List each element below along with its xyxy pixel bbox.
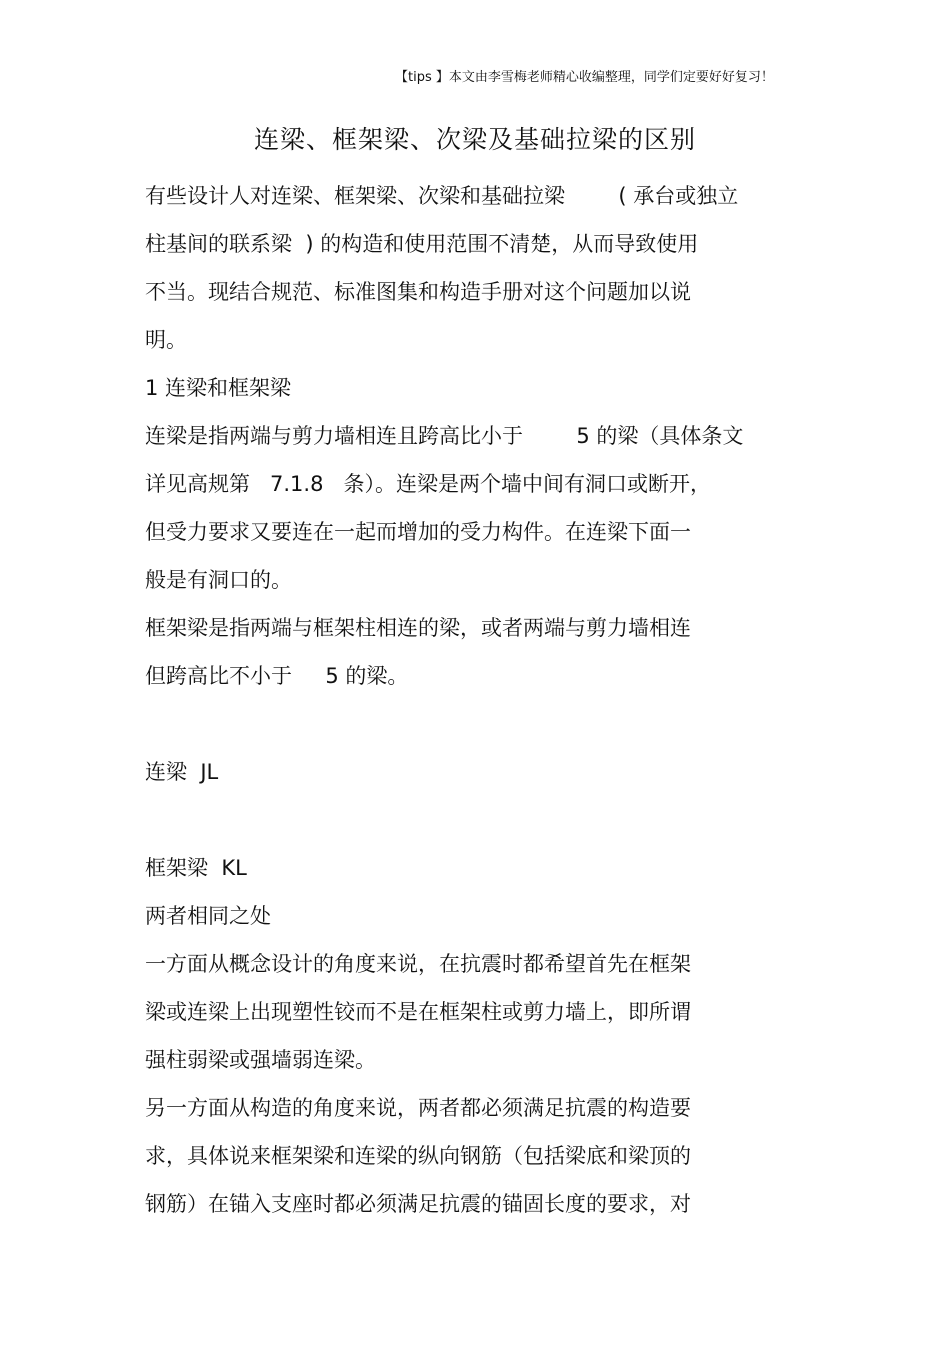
- body-line-4: 明。: [145, 328, 187, 352]
- body-line-19: 求，具体说来框架梁和连梁的纵向钢筋（包括梁底和梁顶的: [145, 1144, 691, 1168]
- body-line-15: 一方面从概念设计的角度来说，在抗震时都希望首先在框架: [145, 952, 691, 976]
- body-line-7: 详见高规第 7.1.8 条）。连梁是两个墙中间有洞口或断开，: [145, 472, 711, 496]
- body-line-20: 钢筋）在锚入支座时都必须满足抗震的锚固长度的要求，对: [145, 1192, 691, 1216]
- body-line-8: 但受力要求又要连在一起而增加的受力构件。在连梁下面一: [145, 520, 691, 544]
- subheading-similarities: 两者相同之处: [145, 904, 271, 928]
- body-line-2: 柱基间的联系梁 ) 的构造和使用范围不清楚，从而导致使用: [145, 232, 699, 256]
- body-line-6: 连梁是指两端与剪力墙相连且跨高比小于 5 的梁（具体条文: [145, 424, 744, 448]
- document-title: 连梁、框架梁、次梁及基础拉梁的区别: [253, 125, 696, 154]
- tips-header: 【tips 】本文由李雪梅老师精心收编整理，同学们定要好好复习！: [395, 70, 774, 85]
- section-heading-1: 1 连梁和框架梁: [145, 376, 292, 400]
- body-line-11: 但跨高比不小于 5 的梁。: [145, 664, 409, 688]
- body-line-1: 有些设计人对连梁、框架梁、次梁和基础拉梁 ( 承台或独立: [145, 184, 739, 208]
- body-line-9: 般是有洞口的。: [145, 568, 292, 592]
- body-line-10: 框架梁是指两端与框架柱相连的梁，或者两端与剪力墙相连: [145, 616, 691, 640]
- body-line-3: 不当。现结合规范、标准图集和构造手册对这个问题加以说: [145, 280, 691, 304]
- body-line-16: 梁或连梁上出现塑性铰而不是在框架柱或剪力墙上，即所谓: [145, 1000, 691, 1024]
- body-line-18: 另一方面从构造的角度来说，两者都必须满足抗震的构造要: [145, 1096, 691, 1120]
- body-line-17: 强柱弱梁或强墙弱连梁。: [145, 1048, 376, 1072]
- label-coupling-beam: 连梁 JL: [145, 760, 219, 784]
- label-frame-beam: 框架梁 KL: [145, 856, 247, 880]
